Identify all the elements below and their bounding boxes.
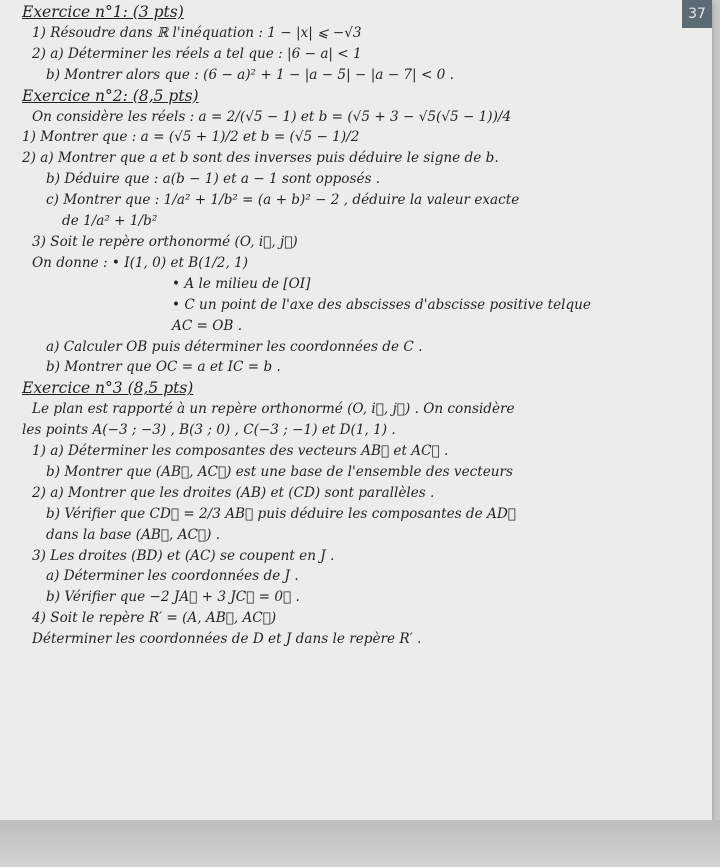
text-line: 2) a) Déterminer les réels a tel que : |6 − a| < 1 <box>32 45 362 62</box>
text-line: b) Montrer que OC = a et IC = b . <box>46 359 281 376</box>
text-line: 1) Montrer que : a = (√5 + 1)/2 et b = (√5 − 1)/2 <box>22 129 360 146</box>
exercise-2-title: Exercice n°2: (8,5 pts) <box>22 86 199 105</box>
text-line: b) Montrer alors que : (6 − a)² + 1 − |a − 5| − |a − 7| < 0 . <box>46 66 454 83</box>
text-line: a) Déterminer les coordonnées de J . <box>46 568 299 585</box>
text-line: • C un point de l'axe des abscisses d'abscisse positive telque <box>172 296 591 313</box>
text-line: On considère les réels : a = 2/(√5 − 1) et b = (√5 + 3 − √5(√5 − 1))/4 <box>32 108 512 125</box>
text-line: • A le milieu de [OI] <box>172 275 311 292</box>
text-line: les points A(−3 ; −3) , B(3 ; 0) , C(−3 ; −1) et D(1, 1) . <box>22 422 396 439</box>
text-line: On donne : • I(1, 0) et B(1/2, 1) <box>32 254 249 271</box>
text-line: 2) a) Montrer que les droites (AB) et (CD) sont parallèles . <box>32 484 435 501</box>
text-line: 3) Soit le repère orthonormé (O, i⃗, j⃗) <box>32 233 298 250</box>
desk-surface <box>0 820 720 867</box>
text-line: b) Montrer que (AB⃗, AC⃗) est une base de l'ensemble des vecteurs <box>46 463 513 480</box>
exercise-3-title: Exercice n°3 (8,5 pts) <box>22 379 194 398</box>
text-line: b) Vérifier que −2 JA⃗ + 3 JC⃗ = 0⃗ . <box>46 589 300 606</box>
text-line: AC = OB . <box>172 317 243 334</box>
text-line: c) Montrer que : 1/a² + 1/b² = (a + b)² − 2 , déduire la valeur exacte <box>46 192 520 209</box>
text-line: Déterminer les coordonnées de D et J dans le repère R′ . <box>32 631 422 648</box>
text-line: 4) Soit le repère R′ = (A, AB⃗, AC⃗) <box>32 610 277 627</box>
text-line: 1) a) Déterminer les composantes des vecteurs AB⃗ et AC⃗ . <box>32 443 449 460</box>
text-line: de 1/a² + 1/b² <box>62 213 158 230</box>
text-line: b) Déduire que : a(b − 1) et a − 1 sont opposés . <box>46 171 381 188</box>
text-line: Le plan est rapporté à un repère orthonormé (O, i⃗, j⃗) . On considère <box>32 401 515 418</box>
text-line: 1) Résoudre dans ℝ l'inéquation : 1 − |x| ⩽ −√3 <box>32 24 362 41</box>
text-line: a) Calculer OB puis déterminer les coordonnées de C . <box>46 338 423 355</box>
text-line: 3) Les droites (BD) et (AC) se coupent en J . <box>32 547 335 564</box>
page-corner-label: 37 <box>682 0 712 28</box>
text-line: 2) a) Montrer que a et b sont des inverses puis déduire le signe de b. <box>22 150 499 167</box>
exercise-1-title: Exercice n°1: (3 pts) <box>22 3 184 21</box>
text-line: dans la base (AB⃗, AC⃗) . <box>46 526 221 543</box>
text-line: b) Vérifier que CD⃗ = 2/3 AB⃗ puis déduire les composantes de AD⃗ <box>46 505 516 522</box>
exercise-text <box>22 2 676 650</box>
